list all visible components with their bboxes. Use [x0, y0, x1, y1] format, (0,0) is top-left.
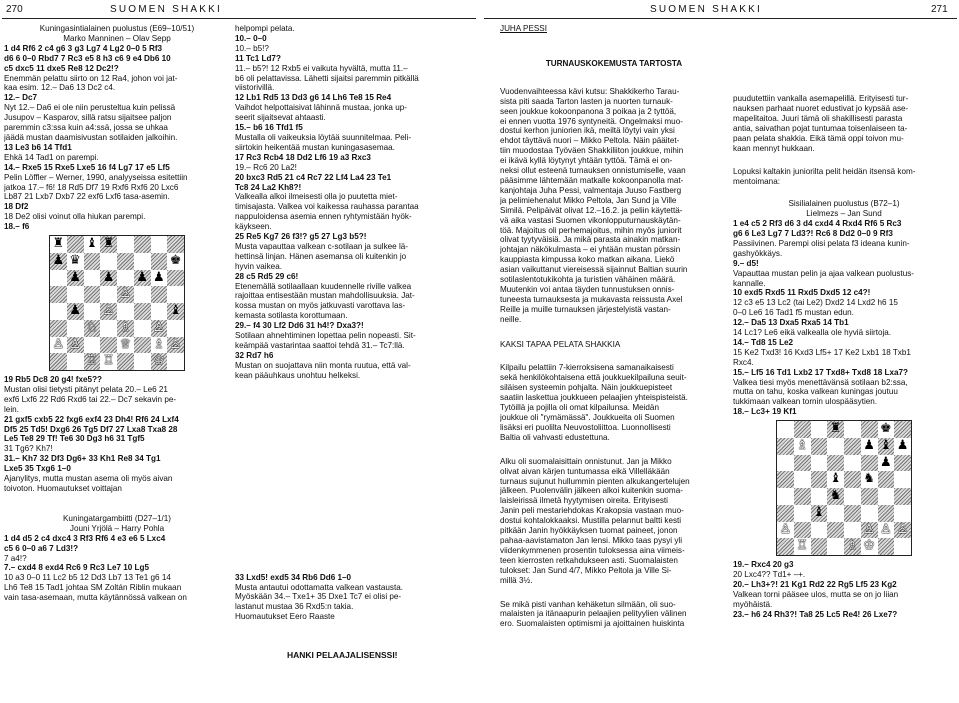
text-line: exf6 Lxf6 22 Rd6 Rxd6 tai 22.– Dc7 sekavin pe-	[4, 394, 177, 404]
dark-square	[811, 471, 828, 488]
text-line: jäädä mustan daamisivustan sotilaiden jalkoihin.	[4, 132, 178, 142]
chess-piece-icon: ♙	[863, 521, 875, 537]
text-line: ei ikävä kyllä löytynyt yhtään tyttöä. Tämä ei on-	[500, 156, 673, 166]
text-line: 18 Df2	[4, 202, 29, 212]
left-page-number: 270	[6, 4, 23, 15]
text-line: 1 d4 d5 2 c4 dxc4 3 Rf3 Rf6 4 e3 e6 5 Lxc4	[4, 533, 166, 543]
text-line: millä 3½.	[500, 575, 533, 585]
text-line: c5 6 0–0 a6 7 Ld3!?	[4, 543, 79, 553]
text-line: 17 Rc3 Rcb4 18 Dd2 Lf6 19 a3 Rxc3	[235, 152, 371, 162]
text-line: kaa esim. 12.– Da6 13 Dc2 c4.	[4, 83, 116, 93]
text-line: laisleirissä ilmetä hyytymisen oireita. Erityisesti	[500, 496, 668, 506]
text-line: 14.– Rxe5 15 Rxe5 Lxe5 16 f4 Lg7 17 e5 Lf5	[4, 162, 170, 172]
text-line: Lielmezs – Jan Sund	[806, 209, 882, 219]
text-line: Musta vapauttaa valkean c-sotilaan ja sulkee lä-	[235, 241, 408, 251]
text-line: d6 6 0–0 Rbd7 7 Rc3 e5 8 h3 c6 9 e4 Db6 10	[4, 53, 171, 63]
dark-square	[117, 353, 134, 370]
text-line: 23.– h6 24 Rh3?! Ta8 25 Lc5 Re4! 26 Lxe7?	[733, 609, 898, 619]
text-line: 20.– Lh3+?! 21 Kg1 Rd2 22 Rg5 Lf5 23 Kg2	[733, 580, 897, 589]
dark-square	[894, 488, 911, 505]
text-line: kannalle.	[733, 278, 766, 288]
text-line: Ajanylitys, mutta mustan asema oli myös aivan	[4, 474, 173, 484]
text-line: Mustan olisi tietysti pitänyt pelata 20.– Le6 21	[4, 384, 168, 394]
text-line: Alku oli suomalaisittain onnistunut. Jan ja Mikko	[500, 456, 672, 466]
text-line: Enemmän pelattu siirto on 12 Ra4, johon voi jat-	[4, 73, 178, 83]
text-line: 29.– f4 30 Lf2 Dd6 31 h4!? Dxa3?!	[235, 321, 364, 331]
dark-square	[100, 337, 117, 354]
chess-piece-icon: ♚	[880, 421, 892, 437]
text-line: 18.– Lc3+ 19 Kf1	[733, 407, 797, 417]
chess-piece-icon: ♔	[153, 353, 165, 369]
game-text	[4, 514, 230, 603]
game-text	[4, 375, 230, 494]
text-line: Kuningasintialainen puolustus (E69–10/51)	[39, 24, 195, 33]
text-line: myöhäistä.	[733, 599, 773, 609]
text-line: Myöskään 34.– Txe1+ 35 Dxe1 Tc7 ei olisi pe-	[235, 592, 402, 602]
text-line: saatiin laskettua joukkueen pelaajien yhteispisteistä.	[500, 393, 688, 403]
text-line: 0–0 Le6 16 Tad1 f5 mustan edun.	[733, 308, 854, 318]
dark-square	[794, 488, 811, 505]
chess-piece-icon: ♟	[69, 303, 81, 319]
article-text	[733, 94, 955, 153]
dark-square	[134, 236, 151, 253]
text-line: kaan mennyt hukkaan.	[733, 143, 815, 153]
chess-piece-icon: ♗	[119, 319, 132, 335]
chess-piece-icon: ♕	[119, 336, 132, 352]
text-line: 13 Le3 b6 14 Tfd1	[4, 142, 72, 152]
chess-piece-icon: ♟	[863, 437, 875, 453]
right-page-number: 271	[931, 4, 948, 15]
dark-square	[811, 438, 828, 455]
column-1	[4, 24, 230, 699]
text-line: dostui kohtalokkaaksi. Mustilla pelannut baltti kesti	[500, 516, 682, 526]
text-line: jatkoa 17.– f6! 18 Rd5 Df7 19 Rxf6 Rxf6 20 Lxc6	[4, 182, 179, 192]
dark-square	[777, 471, 794, 488]
text-line: Vapauttaa mustan pelin ja ajaa valkean puolustus-	[733, 268, 914, 278]
chess-piece-icon: ♝	[880, 437, 892, 453]
chess-piece-icon: ♝	[86, 236, 98, 252]
dark-square	[878, 471, 895, 488]
text-line: jälkeen. Puolenvälin jälkeen alkoi kuitenkin suoma-	[500, 486, 683, 496]
text-line: Kilpailu pelattiin 7-kierroksisena samanaikaisesti	[500, 363, 674, 373]
dark-square	[134, 303, 151, 320]
dark-square	[84, 286, 101, 303]
text-line: Lopuksi kaltakin juniorilta pelit heidän itsensä kom-	[733, 167, 916, 177]
text-line: 12.– Dc7	[4, 93, 37, 103]
dark-square	[794, 455, 811, 472]
dark-square	[894, 421, 911, 438]
chess-piece-icon: ♟	[153, 269, 165, 285]
text-line: seerit sijaitsevat ahtaasti.	[235, 113, 326, 123]
dark-square	[878, 538, 895, 555]
text-line: Etenemällä sotilaallaan kuudennelle riville valkea	[235, 281, 412, 291]
article-text	[733, 167, 955, 187]
text-line: 7.– cxd4 8 exd4 Rc6 9 Rc3 Le7 10 Lg5	[4, 563, 149, 573]
dark-square	[794, 421, 811, 438]
text-line: mutta on tahu, koska valkean kuningas joutuu	[733, 387, 898, 397]
text-line: hettinsä linjan. Hänen asemansa oli kuitenkin jo	[235, 251, 407, 261]
text-line: neksi ollut esteenä turnauksen onnistumiselle, vaan	[500, 166, 686, 176]
game-text	[733, 560, 955, 619]
text-line: puudutettiin vankalla asemapelillä. Erityisesti tur-	[733, 94, 909, 103]
text-line: Baltia oli vahvasti edustettuna.	[500, 432, 610, 442]
dark-square	[84, 253, 101, 270]
article-text	[500, 600, 728, 630]
text-line: sekä henkilökohtaisena että joukkuekilpailuna seuit-	[500, 373, 687, 383]
text-line: Muutenkin voi antaa täyden tunnustuksen onnis-	[500, 284, 675, 294]
text-line: vain tasa-asemaan, mutta käytännössä valkean on	[4, 593, 187, 603]
text-line: kemasta sotilasta korottumaan.	[235, 311, 348, 321]
chess-diagram	[776, 420, 912, 556]
text-line: viistorivillä.	[235, 83, 275, 93]
chess-piece-icon: ♙	[169, 336, 182, 352]
text-line: Le5 Te8 29 Tf! Te6 30 Dg3 h6 31 Tgf5	[4, 434, 145, 444]
text-line: 20 Lxc4?? Td1+ –+.	[733, 570, 806, 580]
text-line: Rxc4.	[733, 357, 754, 367]
text-line: 21 gxf5 cxb5 22 fxg6 exf4 23 Dh4! Rf6 24 Lxf4	[4, 414, 179, 424]
text-line: mentoimana:	[733, 177, 780, 187]
chess-piece-icon: ♙	[896, 521, 909, 537]
text-line: kean pääuhkaus unohtuu helkeksi.	[235, 370, 361, 380]
chess-piece-icon: ♛	[69, 252, 81, 268]
dark-square	[151, 253, 168, 270]
text-line: ehdot täyttävä nuori – Mikko Peltola. Näin pääitet-	[500, 136, 680, 146]
text-line: 19.– Rc6 20 La2!	[235, 162, 297, 172]
chess-piece-icon: ♖	[86, 353, 98, 369]
text-line: käykseen.	[235, 222, 272, 232]
chess-piece-icon: ♝	[829, 471, 842, 487]
chess-piece-icon: ♙	[52, 336, 65, 352]
chess-piece-icon: ♚	[169, 252, 182, 268]
text-line: paan pelata shakkia. Eikä tämä oppi toivon mu-	[733, 133, 904, 143]
text-line: kanjohtaja Juha Pessi, valmentaja Juuso Fastberg	[500, 185, 682, 195]
text-line: 12.– Da5 13 Dxa5 Rxa5 14 Tb1	[733, 318, 849, 328]
chess-piece-icon: ♝	[813, 504, 825, 520]
text-line: 20 bxc3 Rd5 21 c4 Rc7 22 Lf4 La4 23 Te1	[235, 172, 392, 182]
text-line: neille.	[500, 314, 522, 324]
game-text	[4, 24, 230, 232]
text-line: Valkean torni pääsee ulos, mutta se on jo liian	[733, 589, 899, 599]
text-line: 32 Rd7 h6	[235, 350, 274, 360]
text-line: ero. Suomalaisten optimismi ja ajoittainen huiskinta	[500, 619, 685, 629]
text-line: sista piti saada Tarton lasten ja nuorten turnauk-	[500, 96, 673, 106]
chess-piece-icon: ♗	[153, 336, 165, 352]
text-line: nappuloidensa asemia ennen ryhtymistään hyök-	[235, 212, 412, 222]
text-line: asian vaikuttanut viereisessä sijainnut Baltian suurin	[500, 265, 688, 275]
text-line: Sisilialainen puolustus (B72–1)	[788, 199, 900, 209]
text-line: Janin peli mestariehdokas Krakopsia vastaan muo-	[500, 506, 684, 516]
text-line: joukkue oli "rymämässä". Joukkueita oli Suomen	[500, 413, 675, 422]
column-3	[500, 24, 728, 699]
text-line: 1 e4 c5 2 Rf3 d6 3 d4 cxd4 4 Rxd4 Rf6 5 Rc3	[733, 219, 902, 229]
chess-diagram	[49, 235, 185, 371]
text-line: 10.– b5!?	[235, 43, 269, 53]
dark-square	[861, 421, 878, 438]
chess-piece-icon: ♗	[796, 437, 808, 453]
text-line: pahaa-aavistamaton Jan lensi. Mikko taas pysyi yli	[500, 535, 682, 545]
dark-square	[811, 538, 828, 555]
text-line: 12 c3 e5 13 Lc2 (tai Le2) Dxd2 14 Lxd2 h6 15	[733, 298, 898, 308]
text-line: c5 dxc5 11 dxe5 Re8 12 Dc2!?	[4, 63, 119, 73]
text-line: Marko Manninen – Olav Sepp	[63, 33, 171, 43]
text-line: 28 c5 Rd5 29 c6!	[235, 271, 299, 281]
dark-square	[167, 270, 184, 287]
text-line: rajoittaa entisestään mustan mahdollisuuksia. Jat-	[235, 291, 415, 301]
column-4	[733, 24, 955, 699]
text-line: Df5 25 Td5! Dxg6 26 Tg5 Df7 27 Lxa8 Txa8 28	[4, 424, 178, 434]
text-line: Vuodenvaihteessa kävi kutsu: Shakkikerho Tarau-	[500, 86, 680, 96]
chess-piece-icon: ♜	[102, 236, 115, 252]
chess-piece-icon: ♟	[102, 269, 115, 285]
text-line: 18 De2 olisi voinut olla hiukan parempi.	[4, 212, 146, 222]
text-line: pääsimme lähtemään matkalle kokoonpanolla mat-	[500, 175, 684, 185]
dark-square	[50, 286, 67, 303]
text-line: b6 oli pelattavissa. Lähetti sijaitsi paremmin pitkällä	[235, 73, 419, 83]
text-line: Se mikä pisti vanhan kehäketun silmään, oli suo-	[500, 599, 676, 609]
dark-square	[844, 471, 861, 488]
text-line: viidenkymmenen prosentin tuloksessa aina viimeis-	[500, 545, 685, 555]
article-text	[500, 363, 728, 442]
text-line: Similä. Pelipäivät olivat 12.–16.2. ja peliin käytettä-	[500, 205, 683, 215]
dark-square	[878, 505, 895, 522]
chess-piece-icon: ♗	[846, 538, 859, 554]
text-line: 10.– 0–0	[235, 33, 267, 43]
column-2	[235, 24, 467, 699]
text-line: Valkea tiesi myös menettävänsä sotilaan b2:ssa,	[733, 377, 908, 387]
text-line: 19 Rb5 Dc8 20 g4! fxe5??	[4, 375, 102, 385]
chess-piece-icon: ♙	[779, 521, 792, 537]
text-line: seen joukkue kokoonpanona 3 poikaa ja 2 tyttöä,	[500, 106, 677, 116]
text-line: timisajasta. Valkea voi kaikessa rauhassa parantaa	[235, 202, 419, 212]
left-page-title: SUOMEN SHAKKI	[110, 4, 222, 15]
text-line: lein.	[4, 404, 19, 414]
text-line: antia, saivathan pojat tuntumaa toisenlaiseen ta-	[733, 123, 908, 133]
dark-square	[50, 353, 67, 370]
chess-piece-icon: ♜	[52, 236, 65, 252]
chess-piece-icon: ♝	[169, 303, 182, 319]
dark-square	[777, 538, 794, 555]
text-line: Mustalla oli vaikeuksia löytää suunnitelmaa. Peli-	[235, 132, 412, 142]
chess-piece-icon: ♟	[69, 269, 81, 285]
text-line: gashyökkäys.	[733, 248, 783, 258]
text-line: ja pelimiehenalut Mikko Peltola, Jan Sund ja Ville	[500, 195, 677, 205]
text-line: siläisen systeemin pohjalta. Näin joukkuepisteet	[500, 383, 673, 393]
text-line: tulokset: Jan Sund 4/7, Mikko Peltola ja Ville Si-	[500, 565, 672, 575]
text-line: Kuningatargambiitti (D27–1/1)	[63, 513, 171, 523]
chess-piece-icon: ♘	[86, 319, 98, 335]
text-line: töä. Majoitus oli perhemajoitus, mihin myös juniorit	[500, 225, 682, 235]
dark-square	[861, 455, 878, 472]
text-line: olivat aivan kärjen tuntumassa eikä Villelläkään	[500, 466, 670, 476]
dark-square	[827, 455, 844, 472]
text-line: 33 Lxd5! exd5 34 Rb6 Dd6 1–0	[235, 572, 352, 582]
game-text	[733, 199, 955, 417]
text-line: Vaihdot helpottaisivat lähinnä mustaa, jonka up-	[235, 103, 407, 113]
chess-piece-icon: ♟	[52, 252, 65, 268]
text-line: johtajan näkökulmasta – ei yhtään mustan pörssin	[500, 245, 681, 255]
text-line: Lh6 Te8 15 Tad1 johtaa SM Zoltán Riblin mukaan	[4, 583, 182, 593]
text-line: lisäksi eri puolilta Neuvostoliittoa. Luonnollisesti	[500, 422, 671, 432]
text-line: siirtokin heikentää mustan kuningasasemaa.	[235, 142, 395, 152]
chess-piece-icon: ♙	[880, 521, 892, 537]
text-line: paremmin c3:ssa kuin a4:ssä, jossa se uhkaa	[4, 123, 168, 133]
text-line: Ehkä 14 Tad1 on parempi.	[4, 152, 99, 162]
text-line: 19.– Rxc4 20 g3	[733, 560, 794, 570]
subheading: KAKSI TAPAA PELATA SHAKKIA	[500, 339, 621, 349]
right-page-title: SUOMEN SHAKKI	[650, 4, 762, 15]
article-text	[500, 457, 728, 586]
chess-piece-icon: ♜	[829, 421, 842, 437]
dark-square	[151, 286, 168, 303]
text-line: 9.– d5!	[733, 258, 759, 268]
article-title: TURNAUSKOKEMUSTA TARTOSTA	[545, 58, 683, 68]
chess-piece-icon: ♙	[102, 303, 115, 319]
text-line: 31 Tg6? Kh7!	[4, 444, 53, 454]
text-line: g6 6 Le3 Lg7 7 Ld3?! Rc6 8 Dd2 0–0 9 Rf3	[733, 228, 893, 238]
text-line: Passiivinen. Parempi olisi pelata f3 ideana kunin-	[733, 238, 910, 248]
text-line: olivat tyytyväisiä. Ja mikä parasta ainakin matkan-	[500, 235, 681, 245]
dark-square	[894, 455, 911, 472]
text-line: Mustan on suojattava niin monta ruutua, että val-	[235, 360, 411, 370]
dark-square	[794, 522, 811, 539]
chess-piece-icon: ♞	[829, 488, 842, 504]
text-line: Lb87 21 Lxb7 Dxb7 22 exf6 Lxf6 tasa-asemin.	[4, 192, 170, 202]
text-line: Musta antautui odottamatta valkean vastausta.	[235, 582, 404, 592]
chess-piece-icon: ♙	[119, 286, 132, 302]
text-line: Valkealla alkoi ilmeisesti olla jo puutetta miet-	[235, 192, 398, 202]
author-name: JUHA PESSI	[500, 24, 547, 33]
text-line: Jusupov – Kasparov, sillä ratsu sijaitsee paljon	[4, 113, 172, 123]
text-line: Nyt 12.– Da6 ei ole niin perusteltua kuin pelissä	[4, 103, 176, 113]
text-line: 25 Re5 Kg7 26 f3!? g5 27 Lg3 b5?!	[235, 232, 367, 242]
text-line: Tytöillä ja pojilla oli omat kilpailunsa. Meidän	[500, 403, 659, 413]
text-line: malaisten ja itänaapurin pelaajien pelityylien välinen	[500, 609, 687, 619]
chess-piece-icon: ♖	[102, 353, 115, 369]
dark-square	[827, 522, 844, 539]
dark-square	[844, 505, 861, 522]
text-line: ei ennen vuotta 1976 syntyneitä. Ongelmaksi muo-	[500, 116, 683, 126]
text-line: turnaus sujunut hullummin pienten alkukangertelujen	[500, 476, 690, 486]
chess-piece-icon: ♟	[880, 454, 892, 470]
chess-piece-icon: ♟	[136, 269, 148, 285]
text-line: 10 a3 0–0 11 Lc2 b5 12 Dd3 Lb7 13 Te1 g6 14	[4, 573, 171, 583]
dark-square	[861, 488, 878, 505]
dark-square	[50, 320, 67, 337]
dark-square	[67, 236, 84, 253]
text-line: nauksen parhaat nuoret edustivat jo kypsää ase-	[733, 103, 909, 113]
chess-piece-icon: ♔	[863, 538, 875, 554]
text-line: 18.– f6	[4, 222, 30, 232]
text-line: helpompi pelata.	[235, 24, 295, 33]
text-line: 10 exd5 Rxd5 11 Rxd5 Dxd5 12 c4?!	[733, 288, 871, 298]
text-line: 15.– b6 16 Tfd1 f5	[235, 123, 303, 133]
text-line: kauppiasta kimpussa koko matkan aikana. Liekö	[500, 255, 675, 265]
chess-piece-icon: ♙	[69, 336, 81, 352]
text-line: sotilaslentotukikohta ja turistien vähäinen määrä.	[500, 275, 676, 285]
text-line: hyvin vaikea.	[235, 261, 282, 271]
text-line: 31.– Kh7 32 Df3 Dg6+ 33 Kh1 Re8 34 Tg1	[4, 454, 161, 464]
game-text	[235, 24, 467, 381]
text-line: 12 Lb1 Rd5 13 Dd3 g6 14 Lh6 Te8 15 Re4	[235, 93, 392, 103]
dark-square	[117, 253, 134, 270]
text-line: Huomautukset Eero Raaste	[235, 612, 335, 622]
dark-square	[777, 438, 794, 455]
text-line: 7 a4!?	[4, 553, 27, 563]
game-text	[235, 573, 467, 623]
text-line: toivoton. Huomautukset voittajan	[4, 484, 122, 493]
text-line: tuneesta turnauksesta ja mukavasta reissusta Axel	[500, 294, 683, 304]
text-line: tukkimaan valkean tornin ulospääsytien.	[733, 397, 878, 407]
dark-square	[167, 236, 184, 253]
article-text	[500, 87, 728, 325]
chess-piece-icon: ♟	[896, 437, 909, 453]
text-line: dostui kerhon juniorien ikä, meiltä löytyi vain yksi	[500, 126, 675, 136]
text-line: 11.– b5?! 12 Rxb5 ei vaikuta hyvältä, mutta 11.–	[235, 63, 408, 73]
text-line: kossa mustan on myös jatkuvasti varottava las-	[235, 301, 406, 311]
text-line: 15.– Lf5 16 Td1 Lxb2 17 Txd8+ Txd8 18 Lxa7?	[733, 367, 908, 377]
chess-piece-icon: ♙	[153, 319, 165, 335]
chess-piece-icon: ♞	[863, 471, 875, 487]
text-line: Pelin Löffler – Werner, 1990, analyyseissa esitettiin	[4, 172, 188, 182]
text-line: pitkään Janin hyökkäyksen tuomat paineet, jonon	[500, 526, 678, 536]
text-line: 14 Lc1? Le6 eikä valkealla ole hyviä siirtoja.	[733, 328, 892, 338]
text-line: mapelitaitoa. Juuri tämä oli shakillisesti parasta	[733, 113, 903, 123]
text-line: Lxe5 35 Txg6 1–0	[4, 464, 71, 474]
text-line: 1 d4 Rf6 2 c4 g6 3 g3 Lg7 4 Lg2 0–0 5 Rf3	[4, 43, 163, 53]
text-line: vä aika vastasi Suomen vikonlopputurnauskäytän-	[500, 215, 681, 225]
text-line: Jouni Yrjölä – Harry Pohla	[69, 523, 165, 533]
text-line: teen kierrosten retkahdukseen asti. Suomalaisten	[500, 555, 678, 565]
dark-square	[777, 505, 794, 522]
chess-piece-icon: ♖	[796, 538, 808, 554]
right-header-rule	[484, 18, 957, 19]
dark-square	[134, 337, 151, 354]
license-advert: HANKI PELAAJALISENSSI!	[287, 650, 398, 661]
text-line: keämpää vastarintaa saattoi tehdä 31.– Tc7:llä.	[235, 341, 405, 350]
text-line: 11 Tc1 Ld7?	[235, 53, 281, 63]
text-line: Sotilaan ahnehtiminen lopettaa pelin nopeasti. Sit-	[235, 331, 416, 341]
text-line: 15 Ke2 Txd3! 16 Kxd3 Lf5+ 17 Ke2 Lxb1 18 Txb1	[733, 347, 911, 357]
left-header-rule	[2, 18, 476, 19]
text-line: 14.– Td8 15 Le2	[733, 337, 794, 347]
text-line: lastanut mustaa 36 Rxd5:n takia.	[235, 602, 354, 612]
dark-square	[844, 438, 861, 455]
text-line: Reille ja muille turnauksen järjestelyistä vastan-	[500, 304, 671, 314]
text-line: Tc8 24 La2 Kh8?!	[235, 182, 302, 192]
text-line: tiin muodostaa Työväen Shakkiliiton joukkue, mihin	[500, 146, 684, 156]
